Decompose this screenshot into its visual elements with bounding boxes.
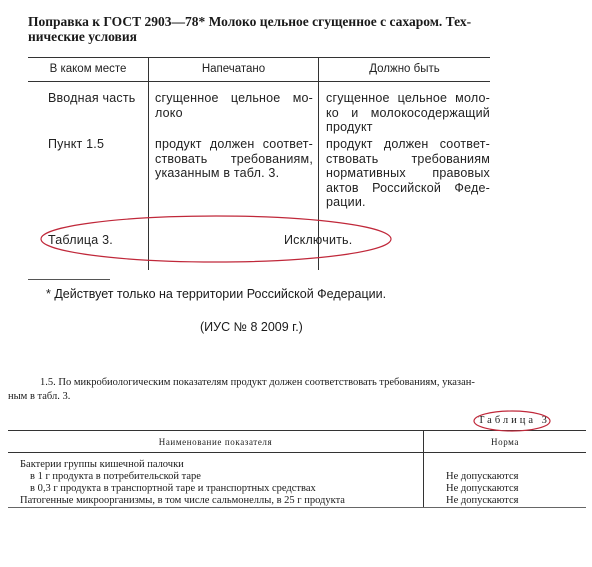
table3-row-indicator: Патогенные микроорганизмы, в том числе сальмонеллы, в 25 г продукта bbox=[20, 495, 345, 506]
row1-should-line2: ко и молокосодержащий bbox=[326, 105, 490, 120]
title-line-1: Поправка к ГОСТ 2903—78* Молоко цельное сгущенное с сахаром. Тех- bbox=[28, 14, 472, 29]
row2-printed-line1: продукт должен соответ- bbox=[155, 137, 313, 151]
row3-highlight-ellipse bbox=[41, 216, 391, 262]
row2-printed-line3: указанным в табл. 3. bbox=[155, 166, 280, 180]
clause-line-1: 1.5. По микробиологическим показателям продукт должен соответствовать требованиям, указан- bbox=[40, 377, 475, 388]
header-should-be: Должно быть bbox=[369, 63, 440, 75]
clause-line-2: ным в табл. 3. bbox=[8, 391, 71, 402]
row2-should-line4: актов Российской Феде- bbox=[326, 180, 490, 195]
header-printed: Напечатано bbox=[201, 63, 266, 75]
table3-row-indicator: в 0,3 г продукта в транспортной таре и транспортных средствах bbox=[30, 483, 316, 494]
table3-label: Таблица 3 bbox=[478, 415, 550, 426]
table3-header-norm: Норма bbox=[491, 437, 519, 447]
row1-should-line3: продукт bbox=[326, 120, 373, 134]
table3-row-norm: Не допускаются bbox=[446, 471, 519, 482]
row1-printed-line1: сгущенное цельное мо- bbox=[155, 91, 313, 105]
row1-should-line1: сгущенное цельное моло- bbox=[326, 91, 490, 105]
title-line-2: нические условия bbox=[28, 29, 137, 44]
row3-merged: Исключить. bbox=[284, 233, 353, 247]
table3-row-indicator: в 1 г продукта в потребительской таре bbox=[30, 471, 201, 482]
row2-should-line5: рации. bbox=[326, 195, 366, 209]
table3-row-norm: Не допускаются bbox=[446, 483, 519, 494]
row2-should-line3: нормативных правовых bbox=[326, 166, 490, 180]
table3-row-norm: Не допускаются bbox=[446, 495, 519, 506]
row1-where: Вводная часть bbox=[48, 91, 136, 105]
row2-printed-line2: ствовать требованиям, bbox=[155, 151, 313, 166]
row2-should-line2: ствовать требованиям bbox=[326, 151, 490, 166]
footnote: * Действует только на территории Российской Федерации. bbox=[46, 287, 387, 301]
row2-where: Пункт 1.5 bbox=[48, 137, 105, 151]
header-where: В каком месте bbox=[49, 63, 127, 75]
ius-reference: (ИУС № 8 2009 г.) bbox=[200, 320, 303, 334]
table3-row-indicator: Бактерии группы кишечной палочки bbox=[20, 459, 184, 470]
row2-should-line1: продукт должен соответ- bbox=[326, 137, 490, 151]
table3-label-highlight-ellipse bbox=[474, 411, 550, 431]
row3-where: Таблица 3. bbox=[48, 233, 113, 247]
row1-printed-line2: локо bbox=[155, 105, 183, 120]
table3-header-indicator: Наименование показателя bbox=[158, 437, 273, 447]
